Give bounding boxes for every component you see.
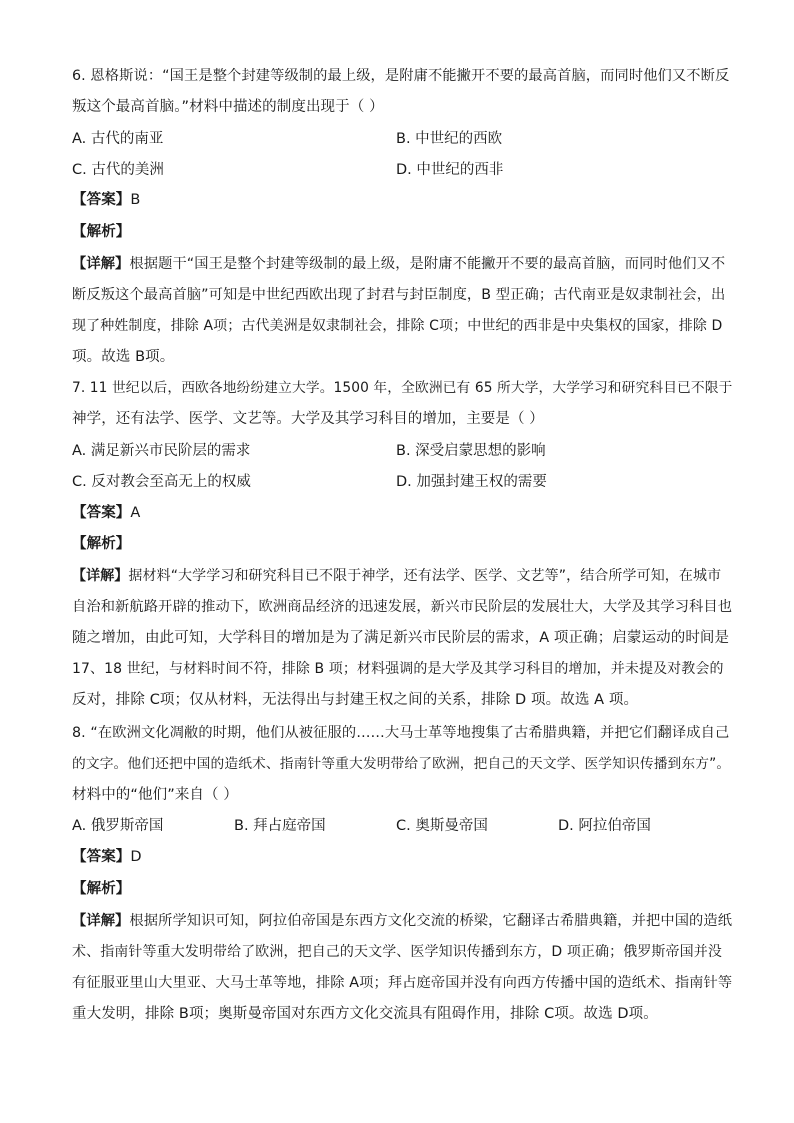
q7-option-c: C. 反对教会至高无上的权威 bbox=[72, 474, 251, 490]
q8-option-a: A. 俄罗斯帝国 bbox=[72, 818, 164, 834]
q6-stem-line-2: 叛这个最高首脑。”材料中描述的制度出现于（ ） bbox=[72, 99, 384, 115]
q8-stem-line-3: 材料中的“他们”来自（ ） bbox=[72, 787, 238, 803]
q7-stem-line-2: 神学，还有法学、医学、文艺等。大学及其学习科目的增加，主要是（ ） bbox=[72, 411, 544, 427]
q8-option-c: C. 奥斯曼帝国 bbox=[396, 818, 488, 834]
q7-detail-line-5: 反对，排除 C项；仅从材料，无法得出与封建王权之间的关系，排除 D 项。故选 A 项。 bbox=[72, 692, 639, 708]
q6-option-a: A. 古代的南亚 bbox=[72, 131, 164, 147]
q6-option-b: B. 中世纪的西欧 bbox=[396, 131, 503, 147]
q8-detail-text-1: 根据所学知识可知，阿拉伯帝国是东西方文化交流的桥梁，它翻译古希腊典籍，并把中国的造纸 bbox=[129, 913, 733, 929]
q6-option-c: C. 古代的美洲 bbox=[72, 162, 164, 178]
q7-detail-tag: 【详解】 bbox=[72, 568, 129, 584]
q7-option-d: D. 加强封建王权的需要 bbox=[396, 474, 547, 490]
q7-detail-line-1 bbox=[72, 566, 732, 586]
q7-detail-line-3: 随之增加，由此可知，大学科目的增加是为了满足新兴市民阶层的需求，A 项正确；启蒙运动的时间是 bbox=[72, 630, 730, 646]
q6-answer bbox=[72, 190, 732, 210]
q7-stem-line-1: 7. 11 世纪以后，西欧各地纷纷建立大学。1500 年，全欧洲已有 65 所大学，大学学习和研究科目已不限于 bbox=[72, 380, 733, 396]
q8-answer-value: D bbox=[130, 849, 142, 865]
q6-detail-text-1: 根据题干“国王是整个封建等级制的最上级，是附庸不能撇开不要的最高首脑，而同时他们又不 bbox=[129, 256, 726, 272]
q8-stem-line-2: 的文字。他们还把中国的造纸术、指南针等重大发明带给了欧洲，把自己的天文学、医学知识传播到东方”。 bbox=[72, 756, 731, 772]
q6-detail-line-4: 项。故选 B项。 bbox=[72, 349, 175, 365]
q8-detail-line-1 bbox=[72, 911, 732, 931]
q7-detail-text-1: 据材料“大学学习和研究科目已不限于神学，还有法学、医学、文艺等”，结合所学可知，在城市 bbox=[128, 568, 722, 584]
q7-answer-tag: 【答案】 bbox=[72, 505, 131, 521]
q7-option-b: B. 深受启蒙思想的影响 bbox=[396, 443, 546, 459]
q6-stem-line-1: 6. 恩格斯说：“国王是整个封建等级制的最上级，是附庸不能撇开不要的最高首脑，而同时他们又不断反 bbox=[72, 68, 730, 84]
q6-answer-tag: 【答案】 bbox=[72, 192, 131, 208]
q7-detail-line-4: 17、18 世纪，与材料时间不符，排除 B 项；材料强调的是大学及其学习科目的增加，并未提及对教会的 bbox=[72, 661, 724, 677]
q7-option-a: A. 满足新兴市民阶层的需求 bbox=[72, 443, 251, 459]
q6-analysis-tag: 【解析】 bbox=[72, 224, 131, 240]
q8-option-d: D. 阿拉伯帝国 bbox=[558, 818, 651, 834]
q7-answer bbox=[72, 503, 732, 523]
q6-answer-value: B bbox=[130, 192, 141, 208]
q6-detail-tag: 【详解】 bbox=[72, 256, 130, 272]
q8-stem-line-1: 8. “在欧洲文化凋敝的时期，他们从被征服的……大马士革等地搜集了古希腊典籍，并把它们翻译成自己 bbox=[72, 725, 730, 741]
q6-detail-line-3: 现了种姓制度，排除 A项；古代美洲是奴隶制社会，排除 C项；中世纪的西非是中央集权的国家，排除 D bbox=[72, 318, 723, 334]
q7-answer-value: A bbox=[130, 505, 141, 521]
q6-detail-line-1 bbox=[72, 254, 732, 274]
q6-detail-line-2: 断反叛这个最高首脑”可知是中世纪西欧出现了封君与封臣制度，B 型正确；古代南亚是奴隶制社会，出 bbox=[72, 287, 726, 303]
q8-answer bbox=[72, 847, 732, 867]
q8-detail-tag: 【详解】 bbox=[72, 913, 130, 929]
q8-detail-line-4: 重大发明，排除 B项；奥斯曼帝国对东西方文化交流具有阻碍作用，排除 C项。故选 D项。 bbox=[72, 1006, 658, 1022]
q8-answer-tag: 【答案】 bbox=[72, 849, 131, 865]
q7-detail-line-2: 自治和新航路开辟的推动下，欧洲商品经济的迅速发展，新兴市民阶层的发展壮大，大学及其学习科目也 bbox=[72, 599, 733, 615]
q8-analysis-tag: 【解析】 bbox=[72, 881, 131, 897]
q8-option-b: B. 拜占庭帝国 bbox=[234, 818, 326, 834]
q8-detail-line-2: 术、指南针等重大发明带给了欧洲，把自己的天文学、医学知识传播到东方，D 项正确；俄罗斯帝国并没 bbox=[72, 944, 722, 960]
q8-detail-line-3: 有征服亚里山大里亚、大马士革等地，排除 A项；拜占庭帝国并没有向西方传播中国的造纸术、指南针等 bbox=[72, 975, 733, 991]
q6-option-d: D. 中世纪的西非 bbox=[396, 162, 504, 178]
q7-analysis-tag: 【解析】 bbox=[72, 536, 131, 552]
